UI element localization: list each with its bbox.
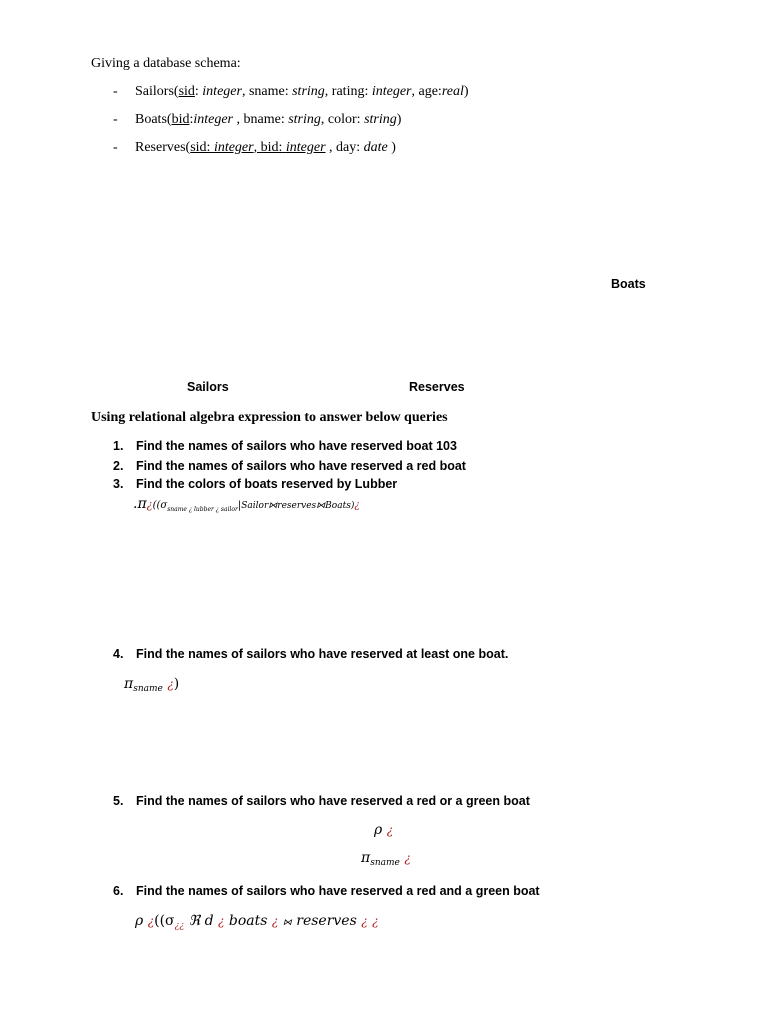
diagram-label-reserves: Reserves — [409, 380, 465, 394]
reserves-day-type: date — [363, 140, 388, 155]
boats-bname-type: string — [288, 112, 321, 127]
rho-symbol: ρ — [374, 822, 383, 838]
sigma-open: ((σ — [152, 500, 168, 511]
boats-sep: : — [189, 112, 194, 127]
formula-q4 — [124, 676, 179, 692]
section-heading: Using relational algebra expression to answer below queries — [91, 410, 448, 425]
reserves-sid-type: integer — [213, 140, 254, 155]
query-text: Find the names of sailors who have reserved at least one boat. — [136, 647, 509, 661]
formula-q5-pi — [361, 850, 411, 866]
placeholder-mark: ¿ — [147, 914, 155, 928]
reserves-name: Reserves( — [135, 140, 191, 155]
sailors-sname-type: string — [292, 84, 325, 99]
query-number: 2. — [113, 459, 124, 473]
query-number: 4. — [113, 647, 124, 661]
intro-text: Giving a database schema: — [91, 56, 241, 71]
schema-bullet: - — [113, 84, 118, 99]
diagram-label-boats: Boats — [611, 277, 646, 291]
schema-boats — [135, 112, 401, 128]
pi-symbol: π — [137, 496, 147, 512]
sigma-open: ((σ — [154, 913, 175, 929]
pi-subscript: sname — [133, 684, 163, 694]
formula-q3: $.\pi¿((\sigma_{sname ¿ lubber ¿ sailor}|Sailor⋈reserves⋈Boats)¿$ — [133, 496, 360, 513]
schema-bullet: - — [113, 140, 118, 155]
placeholder-mark: ¿ — [354, 500, 360, 511]
formula-q5-rho — [374, 822, 393, 838]
query-number: 6. — [113, 884, 124, 898]
boats-close: ) — [396, 112, 402, 127]
placeholder-mark: ¿ — [271, 914, 279, 928]
schema-bullet: - — [113, 112, 118, 127]
sailors-sid-key: sid — [178, 84, 195, 99]
sailors-rating-type: integer — [371, 84, 412, 99]
fraktur-symbol: ℜ — [188, 913, 201, 929]
query-text: Find the names of sailors who have reserved a red and a green boat — [136, 884, 540, 898]
diagram-label-sailors: Sailors — [187, 380, 229, 394]
query-number: 1. — [113, 439, 124, 453]
boats-color-type: string — [364, 112, 397, 127]
boats-bid-key: bid — [171, 112, 190, 127]
schema-reserves — [135, 140, 396, 156]
boats-name: Boats( — [135, 112, 172, 127]
formula-dot: . — [133, 496, 138, 512]
reserves-bid-key — [254, 140, 326, 155]
join-expression: Sailor⋈reserves⋈Boats — [241, 501, 351, 511]
sailors-sep: : — [194, 84, 199, 99]
reserves-sid-key — [190, 140, 253, 155]
sailors-name: Sailors( — [135, 84, 179, 99]
join-symbol: ⋈ — [282, 918, 292, 928]
query-text: Find the colors of boats reserved by Lubber — [136, 477, 398, 491]
query-text: Find the names of sailors who have reserved a red or a green boat — [136, 794, 530, 808]
sailors-sid-type: integer — [202, 84, 242, 99]
reserves-close: ) — [391, 140, 396, 155]
query-number: 5. — [113, 794, 124, 808]
placeholder-mark: ¿ — [167, 677, 174, 691]
formula-d: d — [204, 913, 214, 929]
placeholder-mark: ¿ — [218, 914, 225, 928]
placeholder-mark: ¿ — [146, 498, 153, 511]
placeholder-mark: ¿ — [404, 851, 411, 865]
formula-q6 — [135, 913, 379, 929]
placeholder-mark: ¿ — [361, 914, 368, 928]
pi-subscript: sname — [370, 858, 400, 868]
placeholder-mark: ¿¿ — [174, 921, 185, 931]
schema-sailors — [135, 84, 469, 100]
query-text: Find the names of sailors who have reserved a red boat — [136, 459, 466, 473]
reserves-bid-type: integer — [285, 140, 326, 155]
pi-symbol: π — [361, 850, 371, 866]
formula-reserves: reserves — [296, 913, 357, 929]
sailors-age-type: real — [441, 84, 464, 99]
reserves-day-label: , day: — [329, 140, 361, 155]
boats-color-label: , color: — [320, 112, 361, 127]
sailors-age-label: , age: — [411, 84, 442, 99]
boats-bname-label: , bname: — [236, 112, 285, 127]
placeholder-mark: ¿ — [386, 823, 394, 837]
reserves-sid-label: sid: — [190, 140, 211, 155]
formula-close: ) — [173, 676, 180, 692]
placeholder-mark: ¿ — [372, 914, 379, 928]
rho-symbol: ρ — [135, 913, 144, 929]
formula-close: ) — [350, 501, 355, 511]
sailors-rating-label: , rating: — [324, 84, 369, 99]
boats-bid-type: integer — [193, 112, 233, 127]
query-number: 3. — [113, 477, 124, 491]
reserves-bid-label: , bid: — [253, 140, 283, 155]
query-text: Find the names of sailors who have reserved boat 103 — [136, 439, 457, 453]
pi-symbol: π — [124, 676, 134, 692]
sailors-sname-label: , sname: — [241, 84, 289, 99]
formula-boats: boats — [228, 913, 268, 929]
sailors-close: ) — [463, 84, 469, 99]
sigma-condition: sname ¿ lubber ¿ sailor — [167, 506, 238, 513]
